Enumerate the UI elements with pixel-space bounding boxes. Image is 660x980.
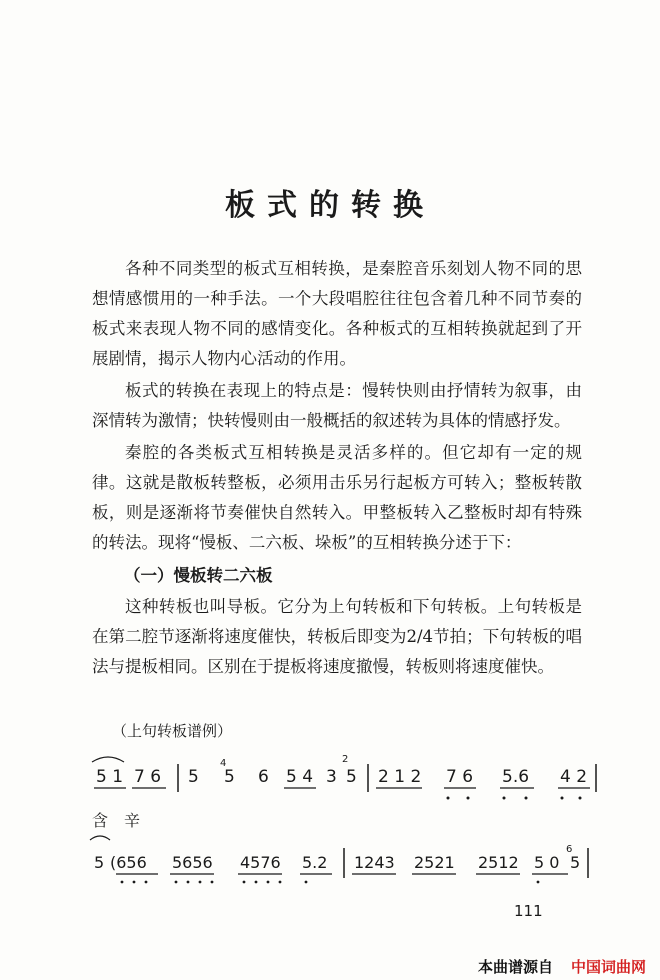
score-note: 5 1 — [96, 767, 124, 787]
section-heading: （一）慢板转二六板 — [124, 566, 273, 585]
score-note: 6 — [258, 767, 269, 787]
section-paragraph: 这种转板也叫导板。它分为上句转板和下句转板。上句转板是在第二腔节逐渐将速度催快，转板后即变为2/4节拍；下句转板的唱法与提板相同。区别在于提板将速度撤慢，转板则将速度催快。 — [92, 597, 582, 676]
lyric-line: 含辛 — [92, 811, 157, 830]
grace-note: 2 — [342, 754, 349, 765]
paragraph-1: 各种不同类型的板式互相转换，是秦腔音乐刻划人物不同的思想情感惯用的一种手法。一个大段唱腔往往包含着几种不同节奏的板式来表现人物不同的感情变化。各种板式的互相转换就起到了开展剧情，揭示人物内心活动的作用。 — [92, 259, 582, 368]
octave-dots — [447, 797, 582, 800]
score-note: 4576 — [240, 853, 281, 872]
score-note: 5.2 — [302, 853, 328, 872]
score-note: 5 — [94, 853, 105, 872]
score-note: 5 — [346, 767, 357, 787]
grace-note: 6 — [566, 844, 573, 855]
grace-note: 4 — [220, 758, 227, 769]
score-note: 2521 — [414, 853, 455, 872]
page-title: 板式的转换 — [225, 188, 435, 223]
score-note: 5.6 — [502, 767, 530, 787]
score-note: 7 6 — [446, 767, 474, 787]
score-note: 5 — [224, 767, 235, 787]
score-note: 5 4 — [286, 767, 314, 787]
score-note: 1243 — [354, 853, 395, 872]
octave-dots — [121, 881, 540, 884]
page-number: 111 — [514, 902, 543, 920]
slur-mark — [90, 836, 110, 840]
footer-source: 本曲谱源自 — [477, 958, 553, 976]
score-note: 2512 — [478, 853, 519, 872]
paragraph-2: 板式的转换在表现上的特点是：慢转快则由抒情转为叙事，由深情转为激情；快转慢则由一般概括的叙述转为具体的情感抒发。 — [92, 381, 582, 430]
score-note: 5 — [188, 767, 199, 787]
score-note: (656 — [110, 853, 147, 872]
score-note: 5 — [570, 853, 581, 872]
score-note: 5 0 — [534, 853, 560, 872]
slur-mark — [92, 757, 124, 762]
score-note: 4 2 — [560, 767, 588, 787]
score-note: 5656 — [172, 853, 213, 872]
example-caption: （上句转板谱例） — [112, 722, 233, 740]
paragraph-3: 秦腔的各类板式互相转换是灵活多样的。但它却有一定的规律。这就是散板转整板，必须用击乐另行起板方可转入；整板转散板，则是逐渐将节奏催快自然转入。甲整板转入乙整板时却有特殊的转法。现将“慢板、二六板、垛板”的互相转换分述于下： — [92, 443, 582, 552]
footer-site-link[interactable]: 中国词曲网 — [570, 958, 646, 976]
score-note: 7 6 — [134, 767, 162, 787]
footer-watermark — [478, 956, 646, 977]
score-note: 3 — [326, 767, 337, 787]
score-note: 2 1 2 — [378, 767, 422, 787]
